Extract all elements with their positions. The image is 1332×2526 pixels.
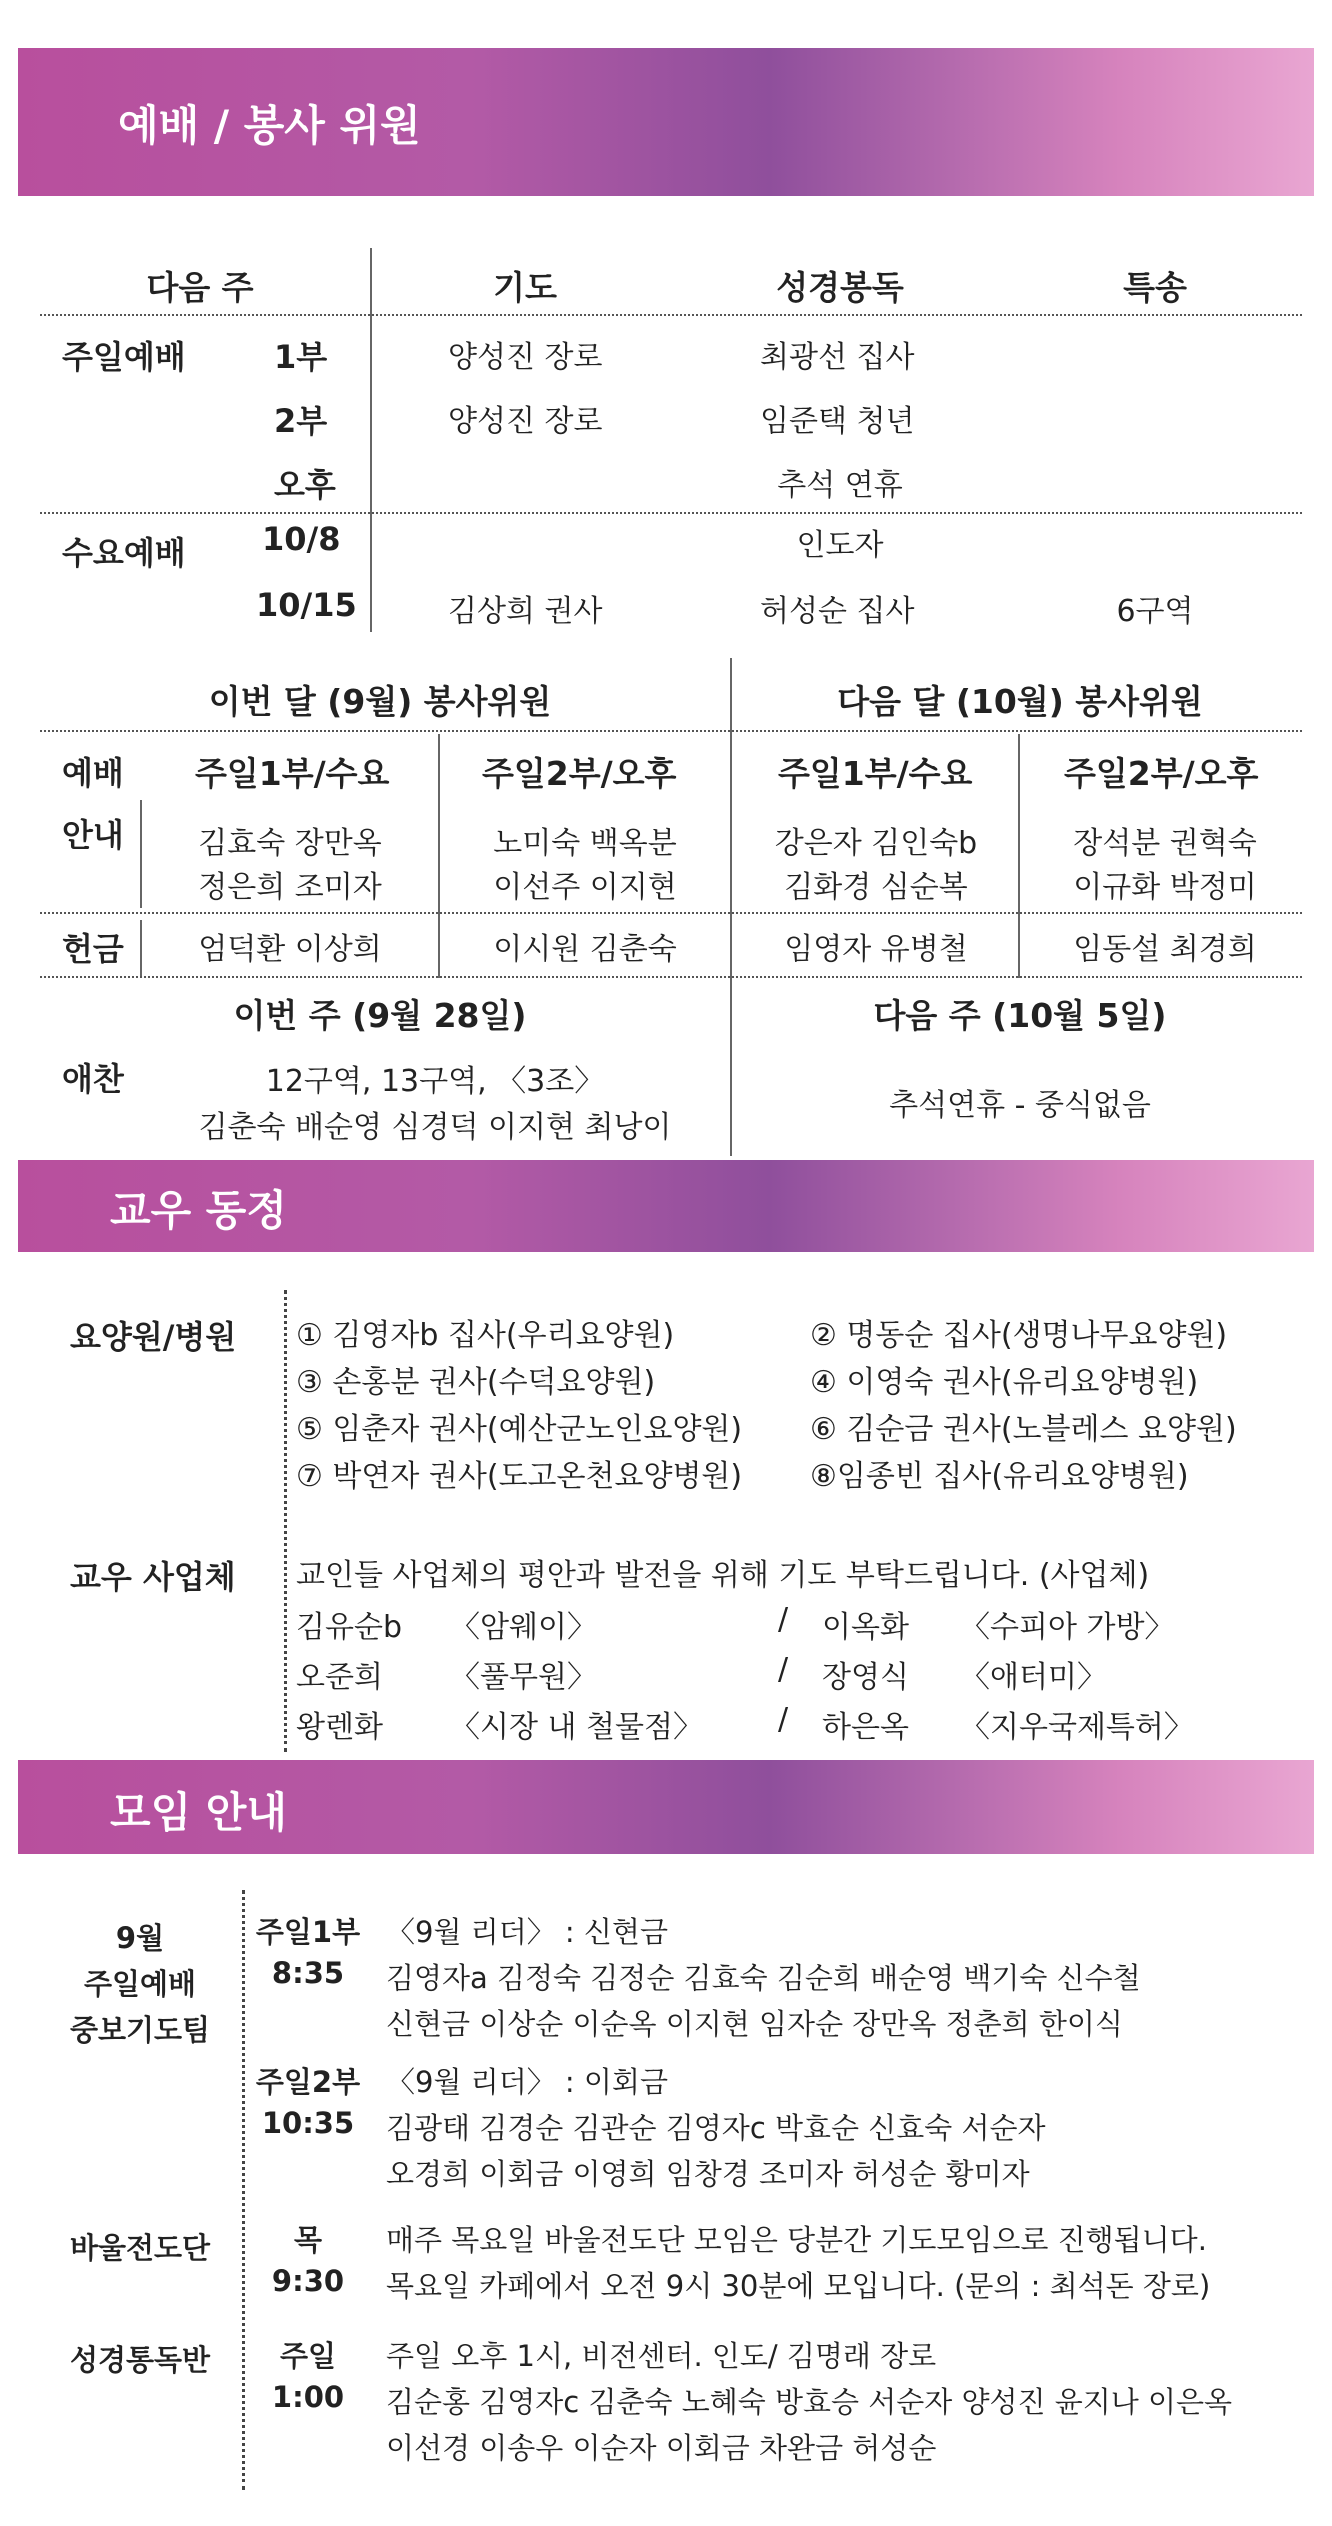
schedule-header-reading: 성경봉독 <box>776 268 904 307</box>
hospital-2: ② 명동순 집사(생명나무요양원) <box>810 1318 1228 1353</box>
business-label: 교우 사업체 <box>70 1558 236 1596</box>
date-oct-15: 10/15 <box>256 586 357 624</box>
special-oct-15: 6구역 <box>1116 594 1194 629</box>
guide-label-2: 안내 <box>62 816 124 854</box>
part-afternoon: 오후 <box>274 466 336 504</box>
business-name: 〈수피아 가방〉 <box>960 1610 1175 1645</box>
divider <box>370 248 372 632</box>
p1-time: 8:35 <box>271 1956 345 1990</box>
bible-line: 주일 오후 1시, 비전센터. 인도/ 김명래 장로 <box>386 2339 937 2373</box>
guide-1-line-2: 정은희 조미자 <box>198 870 382 905</box>
meal-next-week: 추석연휴 - 중식없음 <box>889 1088 1151 1123</box>
this-month-title: 이번 달 (9월) 봉사위원 <box>208 682 552 721</box>
prayer-team-label: 중보기도팀 <box>69 2013 211 2047</box>
next-month-title: 다음 달 (10월) 봉사위원 <box>837 682 1203 721</box>
afternoon-note: 추석 연휴 <box>777 468 903 503</box>
prayer-team-label: 주일예배 <box>83 1967 197 2001</box>
meal-this-week-names: 김춘숙 배순영 심경덕 이지현 최낭이 <box>198 1110 672 1145</box>
reading-2: 임준택 청년 <box>760 404 915 439</box>
guide-label-1: 예배 <box>62 754 124 792</box>
offering-1: 엄덕환 이상희 <box>198 932 382 967</box>
business-owner: 왕렌화 <box>296 1710 383 1745</box>
section-banner-worship <box>18 48 1314 196</box>
divider <box>40 512 1302 514</box>
business-name: 〈풀무원〉 <box>450 1660 597 1695</box>
divider <box>730 658 732 1156</box>
business-intro: 교인들 사업체의 평안과 발전을 위해 기도 부탁드립니다. (사업체) <box>296 1558 1150 1593</box>
paul-line: 매주 목요일 바울전도단 모임은 당분간 기도모임으로 진행됩니다. <box>386 2223 1207 2257</box>
date-oct-8: 10/8 <box>262 520 341 558</box>
business-owner: 장영식 <box>822 1660 909 1695</box>
wednesday-worship-label: 수요예배 <box>62 534 186 572</box>
bible-time: 1:00 <box>271 2380 345 2414</box>
divider <box>284 1290 287 1752</box>
business-owner: 김유순b <box>296 1610 402 1645</box>
section-title-worship: 예배 / 봉사 위원 <box>118 101 421 150</box>
p2-line: 김광태 김경순 김관순 김영자c 박효순 신효숙 서순자 <box>386 2111 1046 2145</box>
p2-service: 주일2부 <box>255 2065 361 2099</box>
business-owner: 이옥화 <box>822 1610 909 1645</box>
bible-day: 주일 <box>279 2339 337 2373</box>
p1-line: 〈9월 리더〉 : 신현금 <box>386 1915 668 1949</box>
meal-label: 애찬 <box>62 1060 124 1098</box>
prayer-oct-15: 김상희 권사 <box>448 594 603 629</box>
divider <box>40 912 1302 914</box>
business-name: 〈시장 내 철물점〉 <box>450 1710 703 1745</box>
schedule-header-next-week: 다음 주 <box>146 268 254 307</box>
business-name: 〈지우국제특허〉 <box>960 1710 1194 1745</box>
section-banner-members <box>18 1160 1314 1252</box>
business-name: 〈애터미〉 <box>960 1660 1107 1695</box>
section-title-meetings: 모임 안내 <box>110 1788 287 1837</box>
divider <box>40 314 1302 316</box>
part-1: 1부 <box>274 338 328 376</box>
hospital-5: ⑤ 임춘자 권사(예산군노인요양원) <box>296 1412 743 1447</box>
paul-time: 9:30 <box>271 2264 345 2298</box>
bible-label: 성경통독반 <box>69 2343 211 2377</box>
section-banner-meetings <box>18 1760 1314 1854</box>
hospital-label: 요양원/병원 <box>70 1318 237 1356</box>
p2-line: 〈9월 리더〉 : 이회금 <box>386 2065 668 2099</box>
schedule-header-special: 특송 <box>1123 268 1187 307</box>
business-separator: / <box>778 1602 789 1637</box>
guide-1-line-1: 김효숙 장만옥 <box>198 826 382 861</box>
p1-line: 김영자a 김정숙 김정순 김효숙 김순희 배순영 백기숙 신수철 <box>386 1961 1141 1995</box>
divider <box>40 730 1302 732</box>
paul-label: 바울전도단 <box>69 2231 211 2265</box>
hospital-7: ⑦ 박연자 권사(도고온천요양병원) <box>296 1459 743 1494</box>
guide-3-line-2: 김화경 심순복 <box>784 870 968 905</box>
hospital-8: ⑧임종빈 집사(유리요양병원) <box>810 1459 1189 1494</box>
guide-4-line-1: 장석분 권혁숙 <box>1073 826 1257 861</box>
business-owner: 오준희 <box>296 1660 383 1695</box>
divider <box>140 920 142 976</box>
p2-time: 10:35 <box>261 2106 355 2140</box>
schedule-header-prayer: 기도 <box>493 268 557 307</box>
prayer-1: 양성진 장로 <box>448 340 603 375</box>
p1-line: 신현금 이상순 이순옥 이지현 임자순 장만옥 정춘희 한이식 <box>386 2007 1123 2041</box>
business-name: 〈암웨이〉 <box>450 1610 597 1645</box>
offering-3: 임영자 유병철 <box>784 932 968 967</box>
reading-1: 최광선 집사 <box>760 340 915 375</box>
reading-oct-15: 허성순 집사 <box>760 594 915 629</box>
this-week-title: 이번 주 (9월 28일) <box>233 996 527 1035</box>
p2-line: 오경희 이회금 이영희 임창경 조미자 허성순 황미자 <box>386 2157 1030 2191</box>
hospital-6: ⑥ 김순금 권사(노블레스 요양원) <box>810 1412 1237 1447</box>
business-separator: / <box>778 1702 789 1737</box>
next-week-title: 다음 주 (10월 5일) <box>873 996 1167 1035</box>
meal-this-week-groups: 12구역, 13구역, 〈3조〉 <box>265 1064 605 1099</box>
col-head-1: 주일1부/수요 <box>195 754 390 793</box>
offering-label: 헌금 <box>62 930 124 968</box>
p1-service: 주일1부 <box>255 1915 361 1949</box>
bible-line: 이선경 이송우 이순자 이회금 차완금 허성순 <box>386 2431 937 2465</box>
col-head-2: 주일2부/오후 <box>482 754 677 793</box>
divider <box>140 800 142 908</box>
guide-3-line-1: 강은자 김인숙b <box>774 826 978 861</box>
prayer-2: 양성진 장로 <box>448 404 603 439</box>
oct-8-note: 인도자 <box>796 528 884 563</box>
guide-4-line-2: 이규화 박정미 <box>1073 870 1257 905</box>
part-2: 2부 <box>274 402 328 440</box>
sunday-worship-label: 주일예배 <box>62 338 186 376</box>
guide-2-line-2: 이선주 이지현 <box>493 870 677 905</box>
business-separator: / <box>778 1652 789 1687</box>
divider <box>40 976 1302 978</box>
business-owner: 하은옥 <box>822 1710 909 1745</box>
section-title-members: 교우 동정 <box>110 1186 287 1235</box>
divider <box>242 1890 245 2490</box>
offering-4: 임동설 최경희 <box>1073 932 1257 967</box>
col-head-4: 주일2부/오후 <box>1064 754 1259 793</box>
offering-2: 이시원 김춘숙 <box>493 932 677 967</box>
bible-line: 김순홍 김영자c 김춘숙 노혜숙 방효승 서순자 양성진 윤지나 이은옥 <box>386 2385 1233 2419</box>
prayer-team-label: 9월 <box>115 1921 165 1955</box>
hospital-1: ① 김영자b 집사(우리요양원) <box>296 1318 675 1353</box>
hospital-3: ③ 손홍분 권사(수덕요양원) <box>296 1365 656 1400</box>
paul-line: 목요일 카페에서 오전 9시 30분에 모입니다. (문의 : 최석돈 장로) <box>386 2269 1211 2303</box>
paul-day: 목 <box>293 2223 322 2257</box>
guide-2-line-1: 노미숙 백옥분 <box>493 826 677 861</box>
col-head-3: 주일1부/수요 <box>778 754 973 793</box>
hospital-4: ④ 이영숙 권사(유리요양병원) <box>810 1365 1199 1400</box>
